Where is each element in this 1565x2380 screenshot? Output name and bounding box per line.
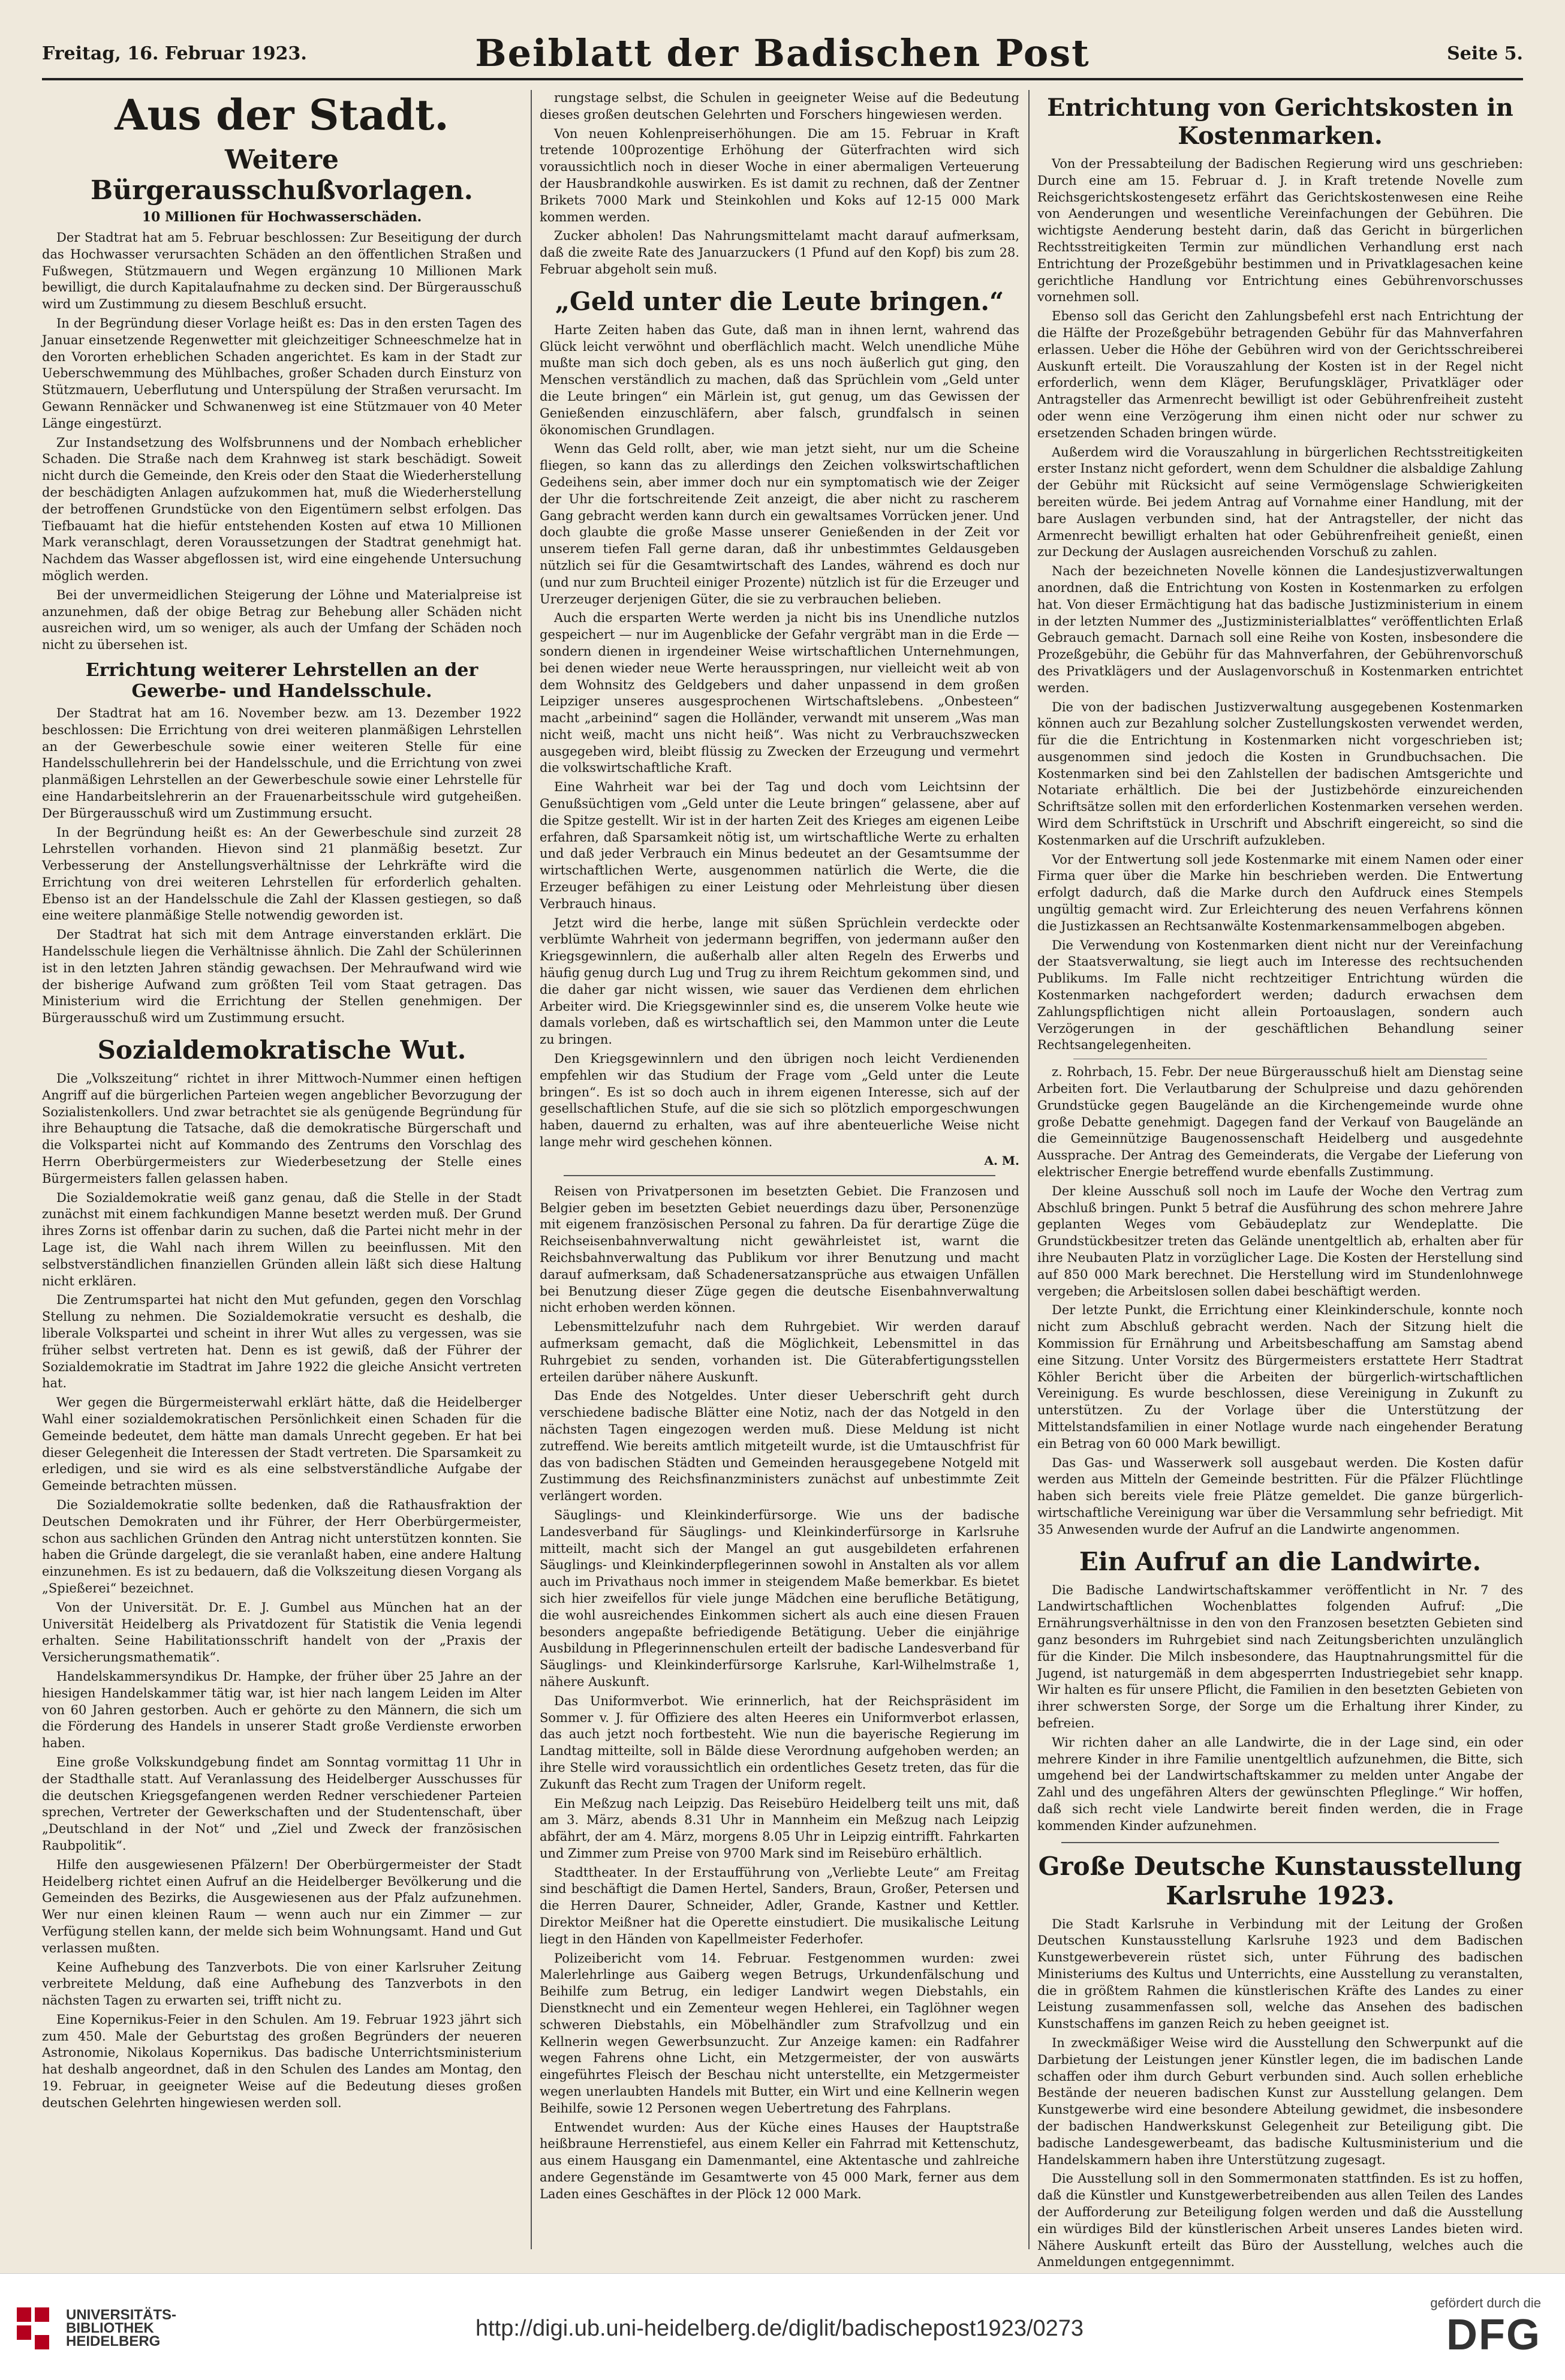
article-heading: Weitere Bürgerausschußvorlagen.: [91, 145, 473, 206]
article-heading: „Geld unter die Leute bringen.“: [555, 286, 1004, 316]
paragraph: Von neuen Kohlenpreiserhöhungen. Die am 15. Februar in Kraft tretende 100prozentige Erhöhung der Güterfrachten wird sich voraussichtlich noch in dieser Woche in einer abermaligen Verteuerung der Hausbrandkohle auswirken. Es ist damit zu rechnen, daß der Zentner Brikets 7000 Mark und Steinkohlen und Koks auf 12-15 000 Mark kommen werden.: [540, 126, 1019, 224]
paragraph: Auch die ersparten Werte werden ja nicht bis ins Unendliche nutzlos gespeichert — nur im Augenblicke der Gefahr vergräbt man in die Erde — sondern dienen in irgendeiner Weise wirtschaftlichen Unternehmungen, bei denen wieder neue Werte herausspringen, nur vielleicht weit ab von dem Wohnsitz des Geldgebers und daher unpassend in dem großen Leipziger unseres ausgesprochenen Wirtschaftslebens. „Onbesteen“ macht „arbeinind“ sagen die Holländer, verwandt mit unserem „Was man nicht weiß, macht uns nicht heiß“. Was nicht zu Verbrauchszwecken ausgegeben wird, bleibt flüssig zu Zwecken der Erzeugung und vermehrt die volkswirtschaftliche Kraft.: [540, 611, 1019, 776]
paragraph: Von der Universität. Dr. E. J. Gumbel aus München hat an der Universität Heidelberg als Privatdozent für Statistik die Venia legendi erhalten. Seine Habilitationsschrift handelt von der „Praxis der Versicherungsmathematik“.: [42, 1600, 522, 1665]
paragraph: Nach der bezeichneten Novelle können die Landesjustizverwaltungen anordnen, daß die Entrichtung von Kosten in Kostenmarken zu erfolgen hat. Von dieser Ermächtigung hat das badische Justizministerium in einem in der letzten Nummer des „Justizministerialblattes“ veröffentlichten Erlaß Gebrauch gemacht. Darnach soll eine Reihe von Kosten, insbesondere die Prozeßgebühr, die Gebühr für das Mahnverfahren, der Gebührenvorschuß des Privatklägers und der Auslagenvorschuß in Kostenmarken entrichtet werden.: [1037, 564, 1523, 695]
paragraph: Zur Instandsetzung des Wolfsbrunnens und der Nombach erheblicher Schaden. Die Straße nach dem Krahnweg ist stark beschädigt. Soweit nicht durch die Gemeinde, den Kreis oder den Staat die Wiederherstellung der beschädigten Anlagen aufzukommen hat, muß die Wiederherstellung der betroffenen Grundstücke von den Eigentümern selbst erfolgen. Das Tiefbauamt hat die hiefür entstehenden Kosten auf etwa 10 Millionen Mark veranschlagt, deren Voraussetzungen der Stadtrat genehmigt hat. Nachdem das Wasser abgeflossen ist, wird eine eingehende Untersuchung möglich werden.: [42, 435, 522, 583]
article-subtitle: 10 Millionen für Hochwasserschäden.: [142, 209, 422, 225]
paragraph: z. Rohrbach, 15. Febr. Der neue Bürgerausschuß hielt am Dienstag seine Arbeiten fort. Die Verlautbarung der Schulpreise und dazu gehörenden Grundstücke gegen Baugelände an die Kirchengemeinde wurde ohne große Debatte genehmigt. Dagegen fand der Verkauf von Baugelände an die Gemeinnützige Baugenossenschaft Heidelberg und ausgedehnte Aussprache. Der Antrag des Gemeinderats, die Vergabe der Lieferung von elektrischer Energie betreffend wurde ebenfalls Zustimmung.: [1037, 1065, 1523, 1180]
paragraph: Die Sozialdemokratie sollte bedenken, daß die Rathausfraktion der Deutschen Demokraten und ihr Führer, der Herr Oberbürgermeister, schon aus sachlichen Gründen den Antrag nicht unterstützen konnten. Sie haben die Gründe dargelegt, die sie veranlaßt haben, eine andere Haltung einzunehmen. Es ist zu bedauern, daß die Volkszeitung diesen Vorgang als „Spießerei“ bezeichnet.: [42, 1497, 522, 1595]
paragraph: Der letzte Punkt, die Errichtung einer Kleinkinderschule, konnte noch nicht zum Abschluß gebracht werden. Nach der Sitzung hielt die Kommission für Ernährung und Arbeitsbeschaffung am Samstag abend eine Sitzung. Unter Vorsitz des Bürgermeisters erstattete Herr Stadtrat Köhler Bericht über die Arbeiten der bürgerlich-wirtschaftlichen Vereinigung. Es wurde beschlossen, diese Vereinigung in Zukunft zu unterstützen. Zu der Vorlage über die Unterstützung der Mittelstandsfamilien in einer Notlage wurde nach eingehender Beratung ein Betrag von 60 000 Mark bewilligt.: [1037, 1303, 1523, 1451]
dfg-logo-icon: DFG: [1446, 2311, 1541, 2359]
paragraph: Wir richten daher an alle Landwirte, die in der Lage sind, ein oder mehrere Kinder in ihre Familie unentgeltlich aufzunehmen, die Bitte, sich umgehend bei der Landwirtschaftskammer zu melden unter Angabe der Zahl und des ungefähren Alters der gewünschten Pfleglinge.“ Wir hoffen, daß sich recht viele Landwirte bereit finden werden, die in Frage kommenden Kinder aufzunehmen.: [1037, 1735, 1523, 1833]
paragraph: Außerdem wird die Vorauszahlung in bürgerlichen Rechtsstreitigkeiten erster Instanz nicht gefordert, wenn dem Schuldner die alsbaldige Zahlung der Gebühr mit Rücksicht auf seine Vermögenslage Schwierigkeiten bereiten würde. Bei jedem Antrag auf Vornahme einer Handlung, mit der bare Auslagen verbunden sind, hat der Antragsteller, der nicht das Armenrecht bewilligt erhalten hat oder Gebührenfreiheit genießt, einen zur Deckung der Auslagen ausreichenden Vorschuß zu zahlen.: [1037, 444, 1523, 560]
paragraph: Die von der badischen Justizverwaltung ausgegebenen Kostenmarken können auch zur Bezahlung solcher Zustellungskosten verwendet werden, für die die Entrichtung in Kostenmarken nicht vorgeschrieben ist; ausgenommen sind jedoch die Kosten in Grundbuchsachen. Die Kostenmarken sind bei den Zahlstellen der badischen Amtsgerichte und Notariate erhältlich. Die bei der Justizbehörde einzureichenden Schriftsätze sollen mit den erforderlichen Kostenmarken versehen werden. Wird dem Schriftstück in Urschrift und Abschrift eingereicht, so sind die Kostenmarken auf die Urschrift aufzukleben.: [1037, 699, 1523, 848]
paragraph: In zweckmäßiger Weise wird die Ausstellung den Schwerpunkt auf die Darbietung der Leistungen jener Künstler legen, die im badischen Lande schaffen oder ihm durch Geburt verbunden sind. Auch sollen erhebliche Bestände der neueren badischen Kunst zur Ausstellung gelangen. Dem Kunstgewerbe wird eine besondere Abteilung gewidmet, die insbesondere der badischen Handwerkskunst Gelegenheit zur Beteiligung gibt. Die badische Landesgewerbeamt, das badische Kultusministerium und die Handelskammern haben ihre Unterstützung zugesagt.: [1037, 2036, 1523, 2167]
paragraph: Die Verwendung von Kostenmarken dient nicht nur der Vereinfachung der Staatsverwaltung, sie liegt auch im Interesse des rechtsuchenden Publikums. Im Falle nicht rechtzeitiger Entrichtung würden die Kostenmarken nachgefordert werden; dadurch erwachsen dem Zahlungspflichtigen nicht allein Portoauslagen, sondern auch Verzögerungen in der geschäftlichen Behandlung seiner Rechtsangelegenheiten.: [1037, 937, 1523, 1053]
paragraph: Ein Meßzug nach Leipzig. Das Reisebüro Heidelberg teilt uns mit, daß am 3. März, abends 8.31 Uhr in Mannheim ein Meßzug nach Leipzig abfährt, der am 4. März, morgens 8.05 Uhr in Leipzig eintrifft. Fahrkarten und Zimmer zum Preise von 9700 Mark sind im Reisebüro erhältlich.: [540, 1796, 1019, 1861]
paragraph: Die Stadt Karlsruhe in Verbindung mit der Leitung der Großen Deutschen Kunstausstellung Karlsruhe 1923 und dem Badischen Kunstgewerbeverein rüstet sich, unter Führung des badischen Ministeriums des Kultus und Unterrichts, eine Ausstellung zu veranstalten, die in größtem Rahmen die künstlerischen Kräfte des Landes zu einer Leistung zusammenfassen soll, welche das Ansehen des badischen Kunstschaffens im ganzen Reich zu heben geeignet ist.: [1037, 1916, 1523, 2032]
paragraph: Lebensmittelzufuhr nach dem Ruhrgebiet. Wir werden darauf aufmerksam gemacht, daß die Möglichkeit, Lebensmittel in das Ruhrgebiet zu senden, vorhanden ist. Die Güterabfertigungsstellen erteilen darüber nähere Auskunft.: [540, 1320, 1019, 1384]
paragraph: Jetzt wird die herbe, lange mit süßen Sprüchlein verdeckte oder verblümte Wahrheit von jedermann begriffen, von jedermann außer den Kriegsgewinnlern, die außerhalb aller alten Regeln des Erwerbs und häufig genug durch Lug und Trug zu ihrem Reichtum gekommen sind, und die daher gar nicht wissen, wie sauer das Verdienen dem ehrlichen Arbeiter wird. Die Kriegsgewinnler sind es, die unserem Volke heute wie damals vorleben, daß es wirtschaftlich sei, den Mammon unter die Leute zu bringen.: [540, 915, 1019, 1047]
masthead: [42, 30, 1523, 80]
funded-by-label: gefördert durch die: [1430, 2295, 1541, 2310]
paragraph: Polizeibericht vom 14. Februar. Festgenommen wurden: zwei Malerlehrlinge aus Gaiberg wegen Betrugs, Urkundenfälschung und Beihilfe zum Betrug, ein lediger Landwirt wegen Diebstahls, ein Dienstknecht und ein Zementeur wegen Hehlerei, ein Taglöhner wegen schweren Diebstahls, ein Möbelhändler zum Strafvollzug und ein Kellnerin wegen Gewerbsunzucht. Zur Anzeige kamen: ein Radfahrer wegen Fahrens ohne Licht, ein Metzgermeister, der von auswärts eingeführtes Fleisch der Beschau nicht unterstellte, ein Metzgermeister wegen unerlaubten Handels mit Butter, ein Wirt und eine Kellnerin wegen Beihilfe, sowie 12 Personen wegen Uebertretung des Fahrplans.: [540, 1951, 1019, 2115]
paragraph: Die Zentrumspartei hat nicht den Mut gefunden, gegen den Vorschlag Stellung zu nehmen. Die Sozialdemokratie versucht es deshalb, die liberale Volkspartei und scheint in ihrer Wut alles zu vergessen, was sie früher selbst vertreten hat. Denn es ist gewiß, daß der Führer der Sozialdemokratie im Stadtrat im Jahre 1922 die gleiche Ansicht vertreten hat.: [42, 1293, 522, 1391]
paragraph: Entwendet wurden: Aus der Küche eines Hauses der Hauptstraße heißbraune Herrenstiefel, aus einem Keller ein Fahrrad mit Kettenschutz, aus einem Hausgang ein Damenmantel, eine Aktentasche und zahlreiche andere Gegenstände im Gesamtwerte von 45 000 Mark, ferner aus dem Laden eines Geschäftes in der Plöck 12 000 Mark.: [540, 2120, 1019, 2201]
permalink-url[interactable]: http://digi.ub.uni-heidelberg.de/diglit/badischepost1923/0273: [475, 2316, 1084, 2341]
paragraph: rungstage selbst, die Schulen in geeigneter Weise auf die Bedeutung dieses großen deutschen Gelehrten und Forschers hingewiesen werden.: [540, 91, 1019, 122]
library-name-line: UNIVERSITÄTS-: [66, 2307, 177, 2323]
paragraph: Säuglings- und Kleinkinderfürsorge. Wie uns der badische Landesverband für Säuglings- und Kleinkinderfürsorge in Karlsruhe mitteilt, macht sich der Mangel an gut ausgebildeten erfahrenen Säuglings- und Kleinkinderpflegerinnen sowohl in Anstalten als vor allem auch im Privathaus noch immer in steigendem Maße bemerkbar. Es bietet sich hier zweifellos für viele junge Mädchen eine berufliche Betätigung, die wohl ausreichendes Einkommen sichert als auch eine diesen Frauen besonders angepaßte befriedigende Betätigung. Ueber die einjährige Ausbildung in Pflegerinnenschulen erteilt der badische Landesverband für Säuglings- und Kleinkinderfürsorge Karlsruhe, Karl-Wilhelmstraße 1, nähere Auskunft.: [540, 1507, 1019, 1689]
section-heading: Aus der Stadt.: [115, 90, 449, 140]
article-heading: Errichtung weiterer Lehrstellen an der Gewerbe- und Handelsschule.: [85, 659, 478, 702]
viewer-footer: [0, 2273, 1565, 2380]
library-name-line: BIBLIOTHEK: [66, 2320, 154, 2336]
paragraph: Eine Wahrheit war bei der Tag und doch vom Leichtsinn der Genußsüchtigen vom „Geld unter die Leute bringen“ gelassene, aber auf die Spitze gestellt. Wir ist in der harten Zeit des Krieges am eigenen Leibe erfahren, daß Sparsamkeit nötig ist, um wirtschaftliche Werte zu erhalten und daß jeder Verbrauch ein Minus bedeutet an der Gesamtsumme der wirtschaftlichen Werte, ausgenommen natürlich die Werte, die die Erzeuger befähigen zu einer Leistung oder Mehrleistung über diesen Verbrauch hinaus.: [540, 780, 1019, 911]
paragraph: Handelskammersyndikus Dr. Hampke, der früher über 25 Jahre an der hiesigen Handelskammer tätig war, ist hier nach langem Leiden im Alter von 60 Jahren gestorben. Auch er gehörte zu den Männern, die sich um die Förderung des Handels in unserer Stadt große Verdienste erworben haben.: [42, 1669, 522, 1751]
paragraph: Eine Kopernikus-Feier in den Schulen. Am 19. Februar 1923 jährt sich zum 450. Male der Geburtstag des großen Begründers der neueren Astronomie, Nikolaus Kopernikus. Das badische Unterrichtsministerium hat deshalb angeordnet, daß in den Schulen des Landes am Montag, den 19. Februar, in geeigneter Weise auf die Bedeutung dieses großen deutschen Gelehrten hingewiesen werden soll.: [42, 2012, 522, 2110]
paragraph: Harte Zeiten haben das Gute, daß man in ihnen lernt, wahrend das Glück leicht verwöhnt und oberflächlich macht. Welch unendliche Mühe mußte man sich doch geben, als es uns noch äußerlich gut ging, den Menschen verständlich zu machen, daß das Sprüchlein vom „Geld unter die Leute bringen“ ein Märlein ist, gut genug, um das Gewissen der Genießenden einzuschläfern, aber falsch, grundfalsch in seinen ökonomischen Grundlagen.: [540, 322, 1019, 437]
page-number: Seite 5.: [1447, 43, 1523, 64]
library-name: [66, 2309, 176, 2348]
paragraph: Eine große Volkskundgebung findet am Sonntag vormittag 11 Uhr in der Stadthalle statt. Auf Veranlassung des Heidelberger Ausschusses für die deutschen Kriegsgefangenen werden Redner verschiedener Parteien sprechen, Vertreter der Gewerkschaften und der Studentenschaft, über „Deutschland in der Not“ und „Ziel und Zweck der französischen Raubpolitik“.: [42, 1754, 522, 1853]
paragraph: Stadttheater. In der Erstaufführung von „Verliebte Leute“ am Freitag sind beschäftigt die Damen Hertel, Sanders, Braun, Großer, Petersen und die Herren Daurer, Schneider, Adler, Grande, Kastner und Kettler. Direktor Meißner hat die Operette einstudiert. Die musikalische Leitung liegt in den Händen von Kapellmeister Federhofer.: [540, 1865, 1019, 1946]
column-right: [1037, 90, 1523, 2270]
funder-logo[interactable]: [1361, 2295, 1541, 2359]
paragraph: Der kleine Ausschuß soll noch im Laufe der Woche den Vertrag zum Abschluß bringen. Punkt 5 betraf die Ausführung des schon mehrere Jahre geplanten Weges vom Gebäudeplatz zur Wendeplatte. Die Grundstückbesitzer treten das Gelände unentgeltlich ab, erhalten aber für ihre Neubauten Platz in vorzüglicher Lage. Die Kosten der Herstellung sind auf 850 000 Mark berechnet. Die Herstellung wird im Stundenlohnwege vergeben; die Arbeitslosen sollen dabei beschäftigt werden.: [1037, 1183, 1523, 1299]
paragraph: Reisen von Privatpersonen im besetzten Gebiet. Die Franzosen und Belgier geben im besetzten Gebiet neuerdings dazu über, Personenzüge mit eigenem französischen Personal zu fahren. Da für derartige Züge die Reichseisenbahnverwaltung nicht gewährleistet ist, warnt die Reichsbahnverwaltung das Publikum vor ihrer Benutzung und macht darauf aufmerksam, daß Schadenersatzansprüche aus etwaigen Unfällen bei Benutzung dieser Züge gegen die deutsche Eisenbahnverwaltung nicht erhoben werden können.: [540, 1183, 1019, 1315]
column-middle: [540, 90, 1019, 2249]
article-heading: Große Deutsche Kunstausstellung Karlsruhe 1923.: [1038, 1851, 1522, 1910]
article-heading: Entrichtung von Gerichtskosten in Kostenmarken.: [1047, 94, 1513, 150]
library-name-line: HEIDELBERG: [66, 2333, 161, 2349]
paragraph: Die Sozialdemokratie weiß ganz genau, daß die Stelle in der Stadt zunächst mit einem fachkundigen Manne besetzt werden muß. Der Grund ihres Zorns ist offenbar darin zu suchen, daß die Partei nicht mehr in der Lage ist, die Wahl nach ihrem Willen zu beeinflussen. Mit den selbstverständlichen finanziellen Gründen allein läßt sich diese Haltung nicht erklären.: [42, 1190, 522, 1288]
author-signature: A. M.: [984, 1153, 1019, 1168]
paragraph: Bei der unvermeidlichen Steigerung der Löhne und Materialpreise ist anzunehmen, daß der obige Betrag zur Behebung aller Schäden nicht ausreichen wird, um so weniger, als auch der Umfang der Schäden noch nicht zu übersehen ist.: [42, 587, 522, 653]
paragraph: In der Begründung dieser Vorlage heißt es: Das in den ersten Tagen des Januar einsetzende Regenwetter mit gleichzeitiger Schneeschmelze hat in den Vororten erheblichen Schaden angerichtet. Es kam in der Stadt zur Ueberschwemmung des Mühlbaches, großer Schaden durch Einsturz von Stützmauern, Ueberflutung und Unterspülung der Straßen verursacht. Im Gewann Rennäcker und Schwanenweg ist eine Stützmauer von 40 Meter Länge eingestürzt.: [42, 315, 522, 431]
issue-date: Freitag, 16. Februar 1923.: [42, 43, 307, 64]
newspaper-title: Beiblatt der Badischen Post: [475, 31, 1090, 75]
paragraph: Das Ende des Notgeldes. Unter dieser Ueberschrift geht durch verschiedene badische Blätter eine Notiz, nach der das Notgeld in den nächsten Tagen eingezogen werden muß. Diese Meldung ist nicht zutreffend. Wie bereits amtlich mitgeteilt wurde, ist die Umtauschfrist für das von badischen Städten und Gemeinden herausgegebene Notgeld mit Zustimmung des Reichsfinanzministers zunächst auf unbestimmte Zeit verlängert worden.: [540, 1389, 1019, 1504]
paragraph: Der Stadtrat hat am 5. Februar beschlossen: Zur Beseitigung der durch das Hochwasser verursachten Schäden an den öffentlichen Straßen und Fußwegen, Stützmauern und Wegen ergänzung 10 Millionen Mark bewilligt, die durch Kapitalaufnahme zu decken sind. Der Bürgerausschuß wird um Zustimmung zu diesem Beschluß ersucht.: [42, 230, 522, 312]
paragraph: Die „Volkszeitung“ richtet in ihrer Mittwoch-Nummer einen heftigen Angriff auf die bürgerlichen Parteien wegen angeblicher Bevorzugung der Sozialistenkollers. Und zwar betrachtet sie als genügende Begründung für ihre Behauptung die Tatsache, daß die demokratische Bürgerschaft und die Volkspartei nicht auf Kommando des Zentrums den Vorschlag des Herrn Oberbürgermeisters zur Wiederbesetzung der Stelle eines Bürgermeisters fallen gelassen haben.: [42, 1071, 522, 1186]
paragraph: Vor der Entwertung soll jede Kostenmarke mit einem Namen oder einer Firma quer über die Marke hin beschrieben werden. Die Entwertung erfolgt dadurch, daß die Marke durch den Aufdruck eines Stempels ungültig gemacht wird. Zur Erleichterung des neuen Verfahrens können die Justizkassen an Rechtsanwälte Kostenmarkensammelbogen abgeben.: [1037, 852, 1523, 933]
paragraph: Das Gas- und Wasserwerk soll ausgebaut werden. Die Kosten dafür werden aus Mitteln der Gemeinde bestritten. Für die Pfälzer Flüchtlinge haben sich bereits viele freie Plätze gemeldet. Die ganze bürgerlich-wirtschaftliche Vereinigung war über die Versammlung sehr befriedigt. Mit 35 Anwesenden wurde der Aufruf an die Landwirte angenommen.: [1037, 1455, 1523, 1537]
paragraph: Wer gegen die Bürgermeisterwahl erklärt hätte, daß die Heidelberger Wahl einer sozialdemokratischen Persönlichkeit einen Schaden für die Gemeinde bedeutet, dem hätte man damals Unrecht gegeben. Er hat bei dieser Gelegenheit die Interessen der Stadt vertreten. Die Sparsamkeit zu erledigen, und sie wird es als eine selbstverständliche Aufgabe der Gemeinde betrachten müssen.: [42, 1395, 522, 1493]
article-heading: Sozialdemokratische Wut.: [97, 1035, 467, 1065]
column-left: [42, 90, 522, 2249]
paragraph: Die Ausstellung soll in den Sommermonaten stattfinden. Es ist zu hoffen, daß die Künstler und Kunstgewerbetreibenden aus allen Teilen des Landes der Aufforderung zur Beteiligung folgen werden und daß die Ausstellung ein würdiges Bild der künstlerischen Arbeit unseres Landes bieten wird. Nähere Auskunft erteilt das Büro der Ausstellung, welches auch die Anmeldungen entgegennimmt.: [1037, 2171, 1523, 2270]
paragraph: Wenn das Geld rollt, aber, wie man jetzt sieht, nur um die Scheine fliegen, so kann das zu allerdings den Zeichen volkswirtschaftlichen Gedeihens sein, aber immer doch nur ein symptomatisch wie der Zeiger der Uhr die fortschreitende Zeit anzeigt, die aber nicht zu rascherem Gang gebracht werden kann durch ein gewaltsames Vorrücken jener. Und doch glaubte die große Masse unserer Genießenden in der Zeit vor unserem tiefen Fall gerne daran, daß ihr unbestimmtes Geldausgeben nützlich sei für die Gesamtwirtschaft des Landes, während es doch nur (und nur zum Bruchteil einiger Prozente) nützlich ist für die Erzeuger und Urerzeuger derjenigen Güter, die sie zu verbrauchen belieben.: [540, 441, 1019, 606]
paragraph: Das Uniformverbot. Wie erinnerlich, hat der Reichspräsident im Sommer v. J. für Offiziere des alten Heeres ein Uniformverbot erlassen, das auch jetzt noch fortbesteht. Wie nun die bayerische Regierung im Landtag mitteilte, soll in Bälde diese Verordnung aufgehoben werden; an ihre Stelle wird voraussichtlich ein ordentliches Gesetz treten, das für die Zukunft das Recht zum Tragen der Uniform regelt.: [540, 1693, 1019, 1792]
divider: [1061, 1842, 1499, 1843]
column-divider: [1028, 90, 1030, 2249]
paragraph: Zucker abholen! Das Nahrungsmittelamt macht darauf aufmerksam, daß die zweite Rate des Januarzuckers (1 Pfund auf den Kopf) bis zum 28. Februar abgeholt sein muß.: [540, 229, 1019, 277]
paragraph: Der Stadtrat hat sich mit dem Antrage einverstanden erklärt. Die Handelsschule liegen die Verhältnisse ähnlich. Die Zahl der Schülerinnen ist in den letzten Jahren ständig gewachsen. Der Mehraufwand wird wie der bisherige Aufwand zum größten Teil vom Staat getragen. Das Ministerium wird die Errichtung der Stellen genehmigen. Der Bürgerausschuß wird um Zustimmung ersucht.: [42, 927, 522, 1026]
paragraph: Hilfe den ausgewiesenen Pfälzern! Der Oberbürgermeister der Stadt Heidelberg richtet einen Aufruf an die Heidelberger Bevölkerung und die Gemeinden des Bezirks, die Ausgewiesenen aus der Pfalz aufzunehmen. Wer nur einen kleinen Raum — wenn auch nur ein Zimmer — zur Verfügung stellen kann, der melde sich beim Wohnungsamt. Hand und Gut verlassen mußten.: [42, 1857, 522, 1955]
paragraph: Der Stadtrat hat am 16. November bezw. am 13. Dezember 1922 beschlossen: Die Errichtung von drei weiteren planmäßigen Lehrstellen an der Gewerbeschule sowie einer weiteren Stelle für eine Handelsschullehrerin bei der Handelsschule, und die Errichtung von zwei planmäßigen Lehrstellen an der Gewerbeschule sowie einer Lehrstelle für eine Handarbeitslehrerin an der Frauenarbeitsschule wird gutgeheißen. Der Bürgerausschuß wird um Zustimmung ersucht.: [42, 705, 522, 821]
library-logo[interactable]: [17, 2307, 191, 2349]
divider: [564, 1175, 995, 1176]
paragraph: Ebenso soll das Gericht den Zahlungsbefehl erst nach Entrichtung der die Hälfte der Prozeßgebühr betragenden Gebühr für das Mahnverfahren erlassen. Ueber die Höhe der Gebühren wird von der Gerichtsschreiberei Auskunft erteilt. Die Vorauszahlung der Kosten ist in der Regel nicht erforderlich, wenn dem Kläger, Berufungskläger, Privatkläger oder Antragsteller das Armenrecht bewilligt ist oder Gebührenfreiheit zusteht oder wenn eine Verzögerung ihm einen nicht oder nur schwer zu ersetzenden Schaden bringen würde.: [1037, 309, 1523, 440]
paragraph: Die Badische Landwirtschaftskammer veröffentlicht in Nr. 7 des Landwirtschaftlichen Wochenblattes folgenden Aufruf: „Die Ernährungsverhältnisse in den von den Franzosen besetzten Gebieten sind ganz besonders im Ruhrgebiet sind nach Zeitungsberichten unzulänglich für die Kinder. Die Milch insbesondere, das Hauptnahrungsmittel für die Jugend, ist naturgemäß in dem abgesperrten Industriegebiet sehr knapp. Wir halten es für unsere Pflicht, die Familien in den besetzten Gebieten von ihrer schwersten Sorge, der Sorge um die Erhaltung ihrer Kinder, zu befreien.: [1037, 1582, 1523, 1730]
library-logo-icon: [17, 2307, 55, 2349]
paragraph: In der Begründung heißt es: An der Gewerbeschule sind zurzeit 28 Lehrstellen vorhanden. Hievon sind 21 planmäßig besetzt. Zur Verbesserung der Anstellungsverhältnisse der Lehrkräfte wird die Errichtung von drei weiteren Lehrstellen für erforderlich gehalten. Ebenso ist an der Handelsschule die Zahl der Klassen gestiegen, so daß eine weitere planmäßige Stelle notwendig geworden ist.: [42, 825, 522, 923]
paragraph: Von der Pressabteilung der Badischen Regierung wird uns geschrieben: Durch eine am 15. Februar d. J. in Kraft tretende Novelle zum Reichsgerichtskostengesetz erfährt das Gerichtskostenwesen eine Reihe von Aenderungen und wesentliche Vereinfachungen der Gebühren. Die wichtigste Aenderung besteht darin, daß das Gericht in bürgerlichen Rechtsstreitigkeiten Termin zur mündlichen Verhandlung erst nach Entrichtung der Prozeßgebühr bestimmen und in Privatklagesachen keine gerichtliche Handlung vor Entrichtung eines Gebührenvorschusses vornehmen soll.: [1037, 157, 1523, 305]
article-heading: Ein Aufruf an die Landwirte.: [1079, 1546, 1482, 1576]
column-divider: [531, 90, 532, 2249]
paragraph: Keine Aufhebung des Tanzverbots. Die von einer Karlsruher Zeitung verbreitete Meldung, daß eine Aufhebung des Tanzverbots in den nächsten Tagen zu erwarten sei, trifft nicht zu.: [42, 1960, 522, 2008]
paragraph: Den Kriegsgewinnlern und den übrigen noch leicht Verdienenden empfehlen wir das Studium der Frage vom „Geld unter die Leute bringen“. Es ist so doch auch in ihrem eigenen Interesse, sich auf der gesellschaftlichen Stufe, auf die sie sich so plötzlich emporgeschwungen haben, dauernd zu erhalten, was auf ihre abenteuerliche Weise nicht lange mehr wird geschehen können.: [540, 1051, 1019, 1150]
